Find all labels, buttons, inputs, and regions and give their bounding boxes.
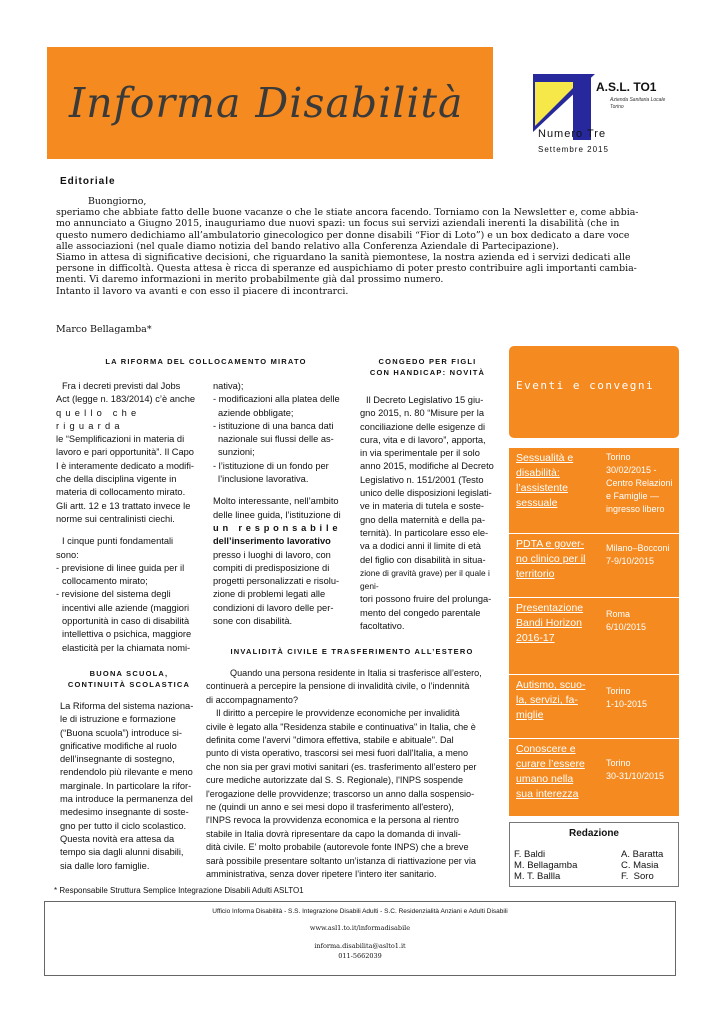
riforma-column-1: Fra i decreti previsti dal Jobs Act (legge n. 183/2014) c’è anche quello che riguarda le “Semplificazioni in materia di lavoro e pari opportunità”. Il Capo I è interamente dedicato a modifi- che della disciplina vigente in materia di collocamento mirato. Gli artt. 12 e 13 trattato invece le norme sui centralinisti ciechi. I cinque punti fondamentali sono: - previsione di linee guida per il collocamento mirato; - revisione del sistema degli incentivi alle aziende (maggiori opportunità in caso di disabilità intellettiva o psichica, maggiore elasticità per la chiamata nomi-: [56, 381, 196, 653]
event-item[interactable]: [509, 738, 679, 816]
event-meta: Milano–Bocconi 7-9/10/2015: [606, 543, 670, 566]
event-meta: Torino 30-31/10/2015: [606, 758, 665, 781]
newsletter-title: Informa Disabilità: [69, 79, 464, 127]
event-item[interactable]: [509, 533, 679, 597]
event-link[interactable]: Presentazione Bandi Horizon 2016-17: [516, 602, 584, 644]
editorial-line: mo annunciato a Giugno 2015, inauguriamo due nuovi spazi: un focus sui servizi aziendali inerenti la disabilità (che in: [56, 218, 620, 230]
congedo-body: Il Decreto Legislativo 15 giu- gno 2015, n. 80 “Misure per la conciliazione delle esigenze di cura, vita e di lavoro”, apporta, in via sperimentale per il solo anno 2015, modifiche al Decreto Legislativo n. 151/2001 (Testo unico delle disposizioni legislati- ve in materia di tutela e soste- gno della maternità e della pa- ternità). In particolare esso ele- va a dodici anni il limite di età del figlio con disabilità in situa- zione di gravità grave) per il quale i geni- tori possono fruire del prolunga- mento del congedo parentale facoltativo.: [360, 395, 494, 632]
editorial-line: alle associazioni (nel quale diamo notizia del bando relativo alla Conferenza Aziendale di Partecipazione).: [56, 240, 559, 252]
editorial-line: Intanto il lavoro va avanti e con esso il piacere di incontrarci.: [56, 285, 349, 297]
redazione-box: [509, 822, 679, 887]
footer-office: Ufficio Informa Disabilità - S.S. Integrazione Disabili Adulti - S.C. Residenzialità Anziani e Adulti Disabili: [212, 908, 508, 915]
editorial-line: menti. Vi daremo informazioni in merito probabilmente già dal prossimo numero.: [56, 274, 444, 286]
footer-website-link[interactable]: www.asl1.to.it/informadisabile: [309, 924, 411, 932]
buona-scuola-heading: BUONA SCUOLA, CONTINUITÀ SCOLASTICA: [67, 669, 191, 689]
invalidita-body: Quando una persona residente in Italia si trasferisce all’estero, continuerà a percepire la pensione di invalidità civile, o l’indennità di accompagnamento? Il diritto a percepire le provvidenze economiche per invalidità civile è legato alla "Residenza stabile e continuativa" in Italia, che è definita come l'avervi "dimora effettiva, stabile e abituale". Dal punto di vista operativo, trascorsi sei mesi fuori dall'Italia, a meno che non sia per gravi motivi sanitari (es. trasferimento all’estero per cure mediche autorizzate dal S. S. Regionale), l'INPS sospende l'erogazione delle provvidenze; trascorso un anno dalla sospensio- ne (quindi un anno e sei mesi dopo il trasferimento all'estero), l'INPS revoca la provvidenza economica e la persona al rientro stabile in Italia dovrà ripresentare da capo la domanda di invali- dità civile. E’ molto probabile (autorevole fonte INPS) che a breve sarà possibile presentare soltanto un’istanza di riattivazione per via amministrativa, senza dover ripetere l’intero iter sanitario.: [206, 668, 482, 880]
event-item[interactable]: [509, 674, 679, 738]
redazione-names-right: A. Baratta C. Masia F. Soro: [621, 849, 664, 882]
editorial-line: questo numero dedichiamo all’ambulatorio ginecologico per donne disabili “Fior di Loto”) e un box dedicato a dare voce: [56, 229, 630, 241]
footer-email-link[interactable]: informa.disabilita@aslto1.it: [314, 942, 406, 950]
events-title: Eventi e convegni: [516, 379, 655, 392]
asl-subtitle: Azienda Sanitaria Locale Torino: [610, 97, 666, 110]
editorial-line: speriamo che abbiate fatto delle buone vacanze o che le stiate ancora facendo. Torniamo con la Newsletter e, come abbia-: [56, 207, 639, 219]
issue-number: Numero Tre: [538, 128, 607, 140]
editorial-greeting: Buongiorno,: [88, 196, 147, 207]
event-item[interactable]: [509, 597, 679, 674]
editorial-heading: Editoriale: [60, 176, 116, 187]
issue-date: Settembre 2015: [538, 145, 609, 154]
invalidita-heading: INVALIDITÀ CIVILE E TRASFERIMENTO ALL’ESTERO: [230, 647, 474, 656]
buona-scuola-body: La Riforma del sistema naziona- le di istruzione e formazione (“Buona scuola”) introduce si- gnificative modifiche al ruolo dell’insegnante di sostegno, rendendolo più rilevante e meno marginale. In particolare la rifor- ma introduce la permanenza del medesimo insegnante di soste- gno per tutto il ciclo scolastico. Questa novità era attesa da tempo sia dagli alunni disabili, sia dalle loro famiglie.: [60, 701, 194, 871]
event-meta: Torino 1-10-2015: [606, 686, 648, 709]
footnote: * Responsabile Struttura Semplice Integrazione Disabili Adulti ASLTO1: [54, 886, 304, 895]
footer-phone: 011-5662039: [338, 952, 382, 960]
asl-name: A.S.L. TO1: [596, 80, 657, 94]
riforma-column-2: nativa); - modificazioni alla platea delle aziende obbligate; - istituzione di una banca dati nazionale sui flussi delle as- sunzioni; - l’istituzione di un fondo per l’inclusione lavorativa. Molto interessante, nell’ambito delle linee guida, l’istituzione di un responsabile dell’inserimento lavorativo presso i luoghi di lavoro, con compiti di predisposizione di progetti personalizzati e risolu- zione di problemi legati alle condizioni di lavoro delle per- sone con disabilità.: [213, 381, 342, 627]
event-meta: Roma 6/10/2015: [606, 609, 647, 632]
footer-box: [44, 901, 676, 976]
redazione-names-left: F. Baldi M. Bellagamba M. T. Ballla: [514, 849, 578, 882]
events-list: [509, 448, 679, 816]
event-item[interactable]: [509, 448, 679, 533]
riforma-heading: LA RIFORMA DEL COLLOCAMENTO MIRATO: [105, 357, 307, 366]
event-link[interactable]: Conoscere e curare l’essere umano nella sua interezza: [516, 743, 585, 800]
editorial-body: [56, 196, 692, 297]
editorial-line: persone in difficoltà. Questa attesa è ricca di speranze ed auspichiamo di poter presto contribuire agli importanti cambia-: [56, 263, 637, 275]
masthead-banner: [47, 47, 493, 159]
event-link[interactable]: Sessualità e disabilità: l’assistente sessuale: [516, 452, 574, 509]
event-meta: Torino 30/02/2015 - Centro Relazioni e Famiglie — ingresso libero: [606, 452, 673, 514]
editorial-line: Siamo in attesa di significative decisioni, che riguardano la sanità piemontese, la nostra azienda ed i servizi dedicati alle: [56, 252, 631, 264]
editorial-signature: Marco Bellagamba*: [56, 324, 152, 335]
redazione-title: Redazione: [568, 828, 619, 839]
event-link[interactable]: Autismo, scuo- la, servizi, fa- miglie: [516, 679, 586, 721]
event-link[interactable]: PDTA e gover- no clinico per il territorio: [516, 538, 586, 580]
congedo-heading: CONGEDO PER FIGLI CON HANDICAP: NOVITÀ: [369, 357, 486, 377]
events-header: [509, 346, 679, 438]
